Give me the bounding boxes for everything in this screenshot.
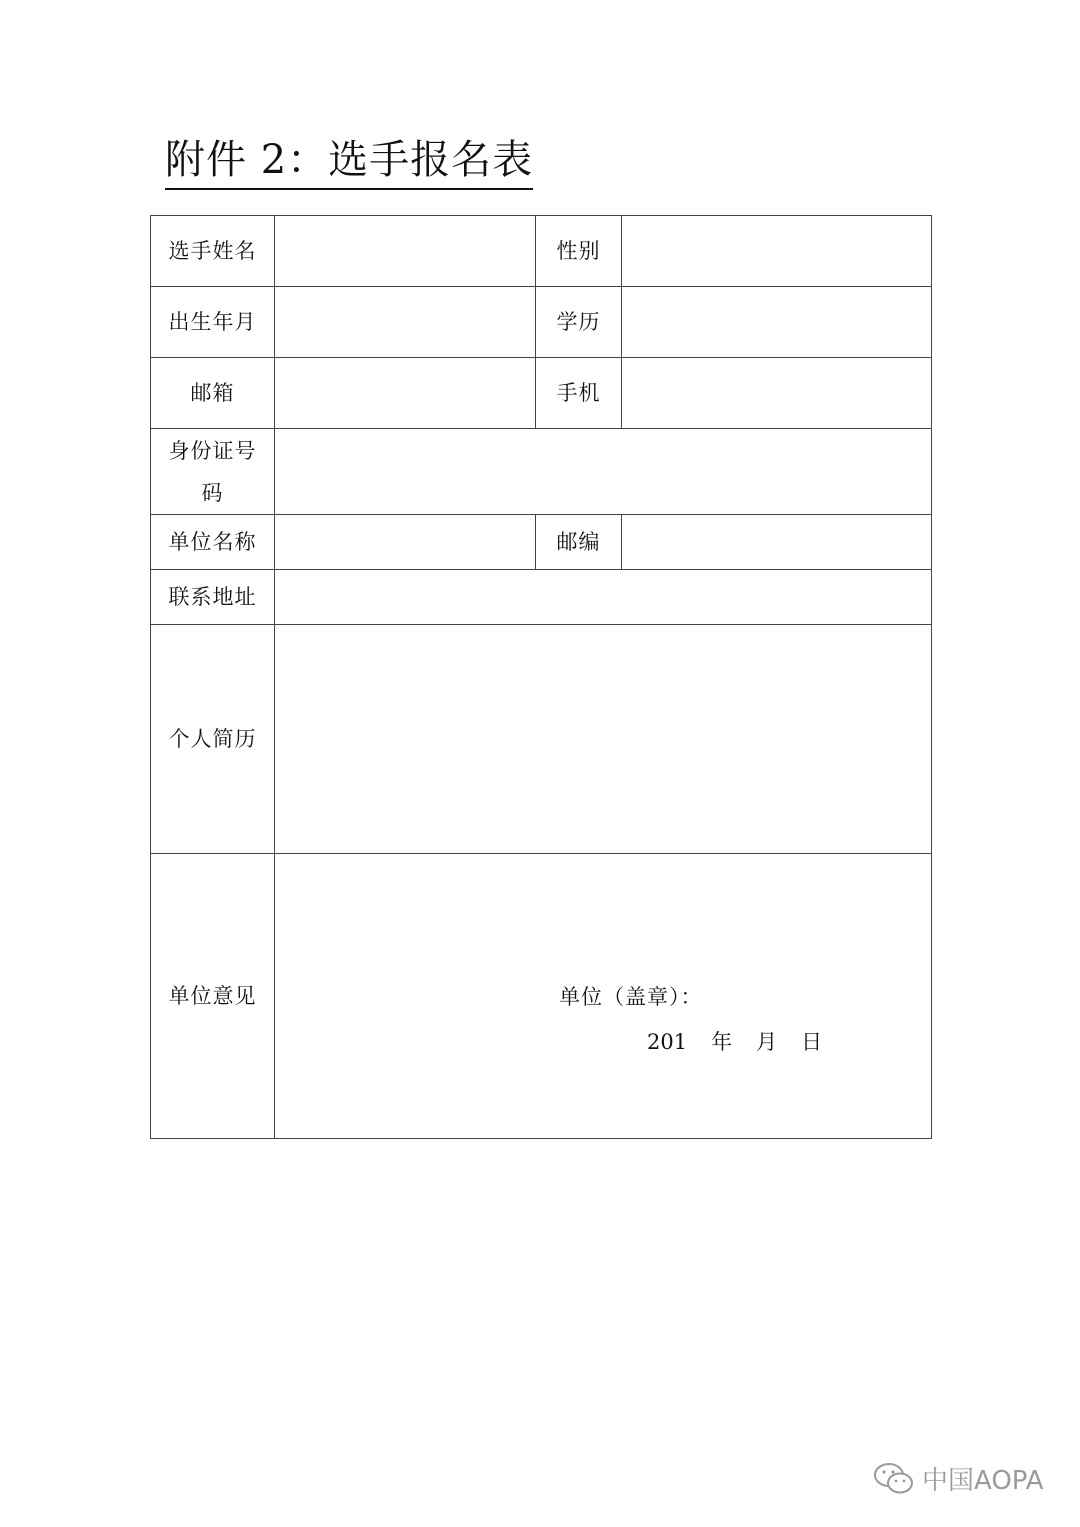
watermark-text: 中国AOPA [922,1466,1044,1496]
opinion-field[interactable] [275,854,932,1139]
phone-label: 手机 [536,358,622,429]
date-month-unit: 月 [756,1030,778,1054]
date-line [647,1026,822,1056]
postcode-label: 邮编 [536,515,622,570]
row-org-postcode [151,515,932,570]
address-field[interactable] [275,570,932,625]
id-number-label-line2: 码 [201,480,224,505]
page-title: 附件 2：选手报名表 [165,132,533,190]
row-address [151,570,932,625]
birth-label: 出生年月 [151,287,275,358]
phone-field[interactable] [622,358,932,429]
gender-label: 性别 [536,216,622,287]
opinion-label: 单位意见 [151,854,275,1139]
row-id-number [151,429,932,515]
address-label: 联系地址 [151,570,275,625]
org-label: 单位名称 [151,515,275,570]
education-label: 学历 [536,287,622,358]
id-number-label [151,429,275,515]
name-label: 选手姓名 [151,216,275,287]
date-year-unit: 年 [711,1030,733,1054]
gender-field[interactable] [622,216,932,287]
email-label: 邮箱 [151,358,275,429]
row-name-gender [151,216,932,287]
id-number-field[interactable] [275,429,932,515]
resume-field[interactable] [275,625,932,854]
seal-text: 单位（盖章）： [559,985,703,1009]
row-resume [151,625,932,854]
date-day-unit: 日 [801,1030,823,1054]
wechat-icon [872,1461,916,1497]
row-opinion [151,854,932,1139]
date-year: 201 [647,1030,688,1054]
name-field[interactable] [275,216,536,287]
row-email-phone [151,358,932,429]
registration-form-table [150,215,932,1139]
watermark [872,1460,1044,1497]
org-field[interactable] [275,515,536,570]
email-field[interactable] [275,358,536,429]
education-field[interactable] [622,287,932,358]
resume-label: 个人简历 [151,625,275,854]
postcode-field[interactable] [622,515,932,570]
id-number-label-line1: 身份证号 [168,438,257,463]
birth-field[interactable] [275,287,536,358]
row-birth-education [151,287,932,358]
